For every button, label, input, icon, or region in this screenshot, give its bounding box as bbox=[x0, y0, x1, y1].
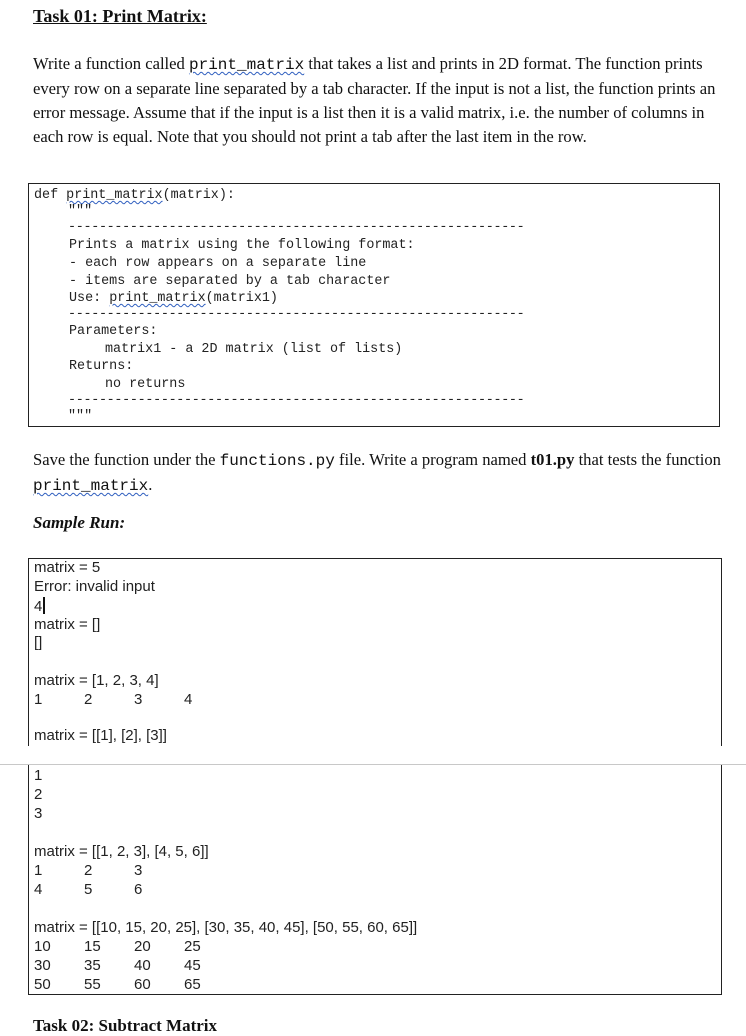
sample-run-box-top bbox=[28, 558, 722, 746]
run1-error: Error: invalid input bbox=[34, 578, 155, 595]
def-function-name: print_matrix bbox=[66, 188, 163, 203]
cell: 45 bbox=[184, 957, 201, 974]
save-filename: functions.py bbox=[219, 452, 335, 470]
text-cursor bbox=[43, 597, 45, 614]
run2-output: [] bbox=[34, 634, 43, 651]
run1-input: matrix = 5 bbox=[34, 559, 101, 576]
save-paragraph bbox=[33, 448, 723, 498]
docstring-rule: ----------------------------------------------------------- bbox=[68, 220, 525, 235]
cell: 10 bbox=[34, 938, 51, 955]
run6-output-row bbox=[34, 976, 334, 996]
run6-input: matrix = [[10, 15, 20, 25], [30, 35, 40, 45], [50, 55, 60, 65]] bbox=[34, 919, 418, 936]
returns-value: no returns bbox=[105, 377, 186, 392]
cell: 5 bbox=[84, 881, 93, 898]
run6-output-row bbox=[34, 938, 334, 958]
def-keyword: def bbox=[34, 188, 67, 203]
cell: 30 bbox=[34, 957, 51, 974]
cell: 1 bbox=[34, 691, 43, 708]
docstring-rule: ----------------------------------------------------------- bbox=[68, 393, 525, 408]
docstring-use bbox=[69, 290, 278, 308]
use-label: Use: bbox=[69, 291, 110, 306]
docstring-desc2: - each row appears on a separate line bbox=[69, 256, 367, 271]
intro-paragraph bbox=[33, 52, 723, 149]
docstring-rule: ----------------------------------------------------------- bbox=[68, 307, 525, 322]
save-post: that tests the function bbox=[574, 450, 721, 469]
def-signature: (matrix): bbox=[162, 188, 235, 203]
run4-input: matrix = [[1], [2], [3]] bbox=[34, 727, 167, 744]
run4-row3: 3 bbox=[34, 805, 43, 822]
cell: 3 bbox=[134, 691, 143, 708]
cell: 60 bbox=[134, 976, 151, 993]
cell: 3 bbox=[134, 862, 143, 879]
next-task-heading: Task 02: Subtract Matrix bbox=[33, 1016, 218, 1035]
cell: 2 bbox=[84, 862, 93, 879]
def-line bbox=[34, 187, 235, 205]
run6-output-row bbox=[34, 957, 334, 977]
save-period: . bbox=[148, 475, 153, 494]
cell: 25 bbox=[184, 938, 201, 955]
save-mid: file. Write a program named bbox=[334, 450, 531, 469]
run5-input: matrix = [[1, 2, 3], [4, 5, 6]] bbox=[34, 843, 209, 860]
intro-function-name: print_matrix bbox=[188, 56, 305, 74]
docstring-open: """ bbox=[68, 204, 93, 219]
run3-input: matrix = [1, 2, 3, 4] bbox=[34, 672, 159, 689]
cell: 50 bbox=[34, 976, 51, 993]
save-pre: Save the function under the bbox=[33, 450, 220, 469]
params-label: Parameters: bbox=[69, 324, 158, 339]
run4-row2: 2 bbox=[34, 786, 43, 803]
returns-label: Returns: bbox=[69, 359, 134, 374]
cell: 6 bbox=[134, 881, 143, 898]
cell: 1 bbox=[34, 862, 43, 879]
run5-output-row bbox=[34, 881, 334, 901]
docstring-close: """ bbox=[68, 409, 93, 424]
task-heading: Task 01: Print Matrix: bbox=[33, 6, 207, 26]
docstring-desc1: Prints a matrix using the following format: bbox=[69, 238, 415, 253]
docstring-desc3: - items are separated by a tab character bbox=[69, 274, 391, 289]
sample-run-heading: Sample Run: bbox=[33, 513, 126, 532]
run4-row1: 1 bbox=[34, 767, 43, 784]
cell: 4 bbox=[184, 691, 193, 708]
use-function-name: print_matrix bbox=[109, 291, 206, 306]
use-args: (matrix1) bbox=[205, 291, 278, 306]
run3-output-row bbox=[34, 691, 334, 711]
param-matrix1: matrix1 - a 2D matrix (list of lists) bbox=[105, 342, 403, 357]
run5-output-row bbox=[34, 862, 334, 882]
function-code-box bbox=[28, 183, 720, 427]
cell: 15 bbox=[84, 938, 101, 955]
cell: 40 bbox=[134, 957, 151, 974]
cursor-text: 4 bbox=[34, 598, 43, 615]
cell: 20 bbox=[134, 938, 151, 955]
save-program-name: t01.py bbox=[530, 450, 575, 469]
cell: 4 bbox=[34, 881, 43, 898]
cursor-line bbox=[34, 597, 45, 615]
intro-pre: Write a function called bbox=[33, 54, 189, 73]
sample-run-box-bottom bbox=[28, 765, 722, 995]
run2-input: matrix = [] bbox=[34, 616, 101, 633]
cell: 35 bbox=[84, 957, 101, 974]
cell: 2 bbox=[84, 691, 93, 708]
save-function-name: print_matrix bbox=[33, 477, 149, 495]
intro-post: that takes a list and prints in 2D format. The function prints every row on a separate line separated by a tab character. If the input is not a list, the function prints an error message. Assume that if the input is a list then it is a valid matrix, i.e. the number of columns in each row is equal. Note that you should not print a tab after the last item in the row. bbox=[33, 54, 716, 146]
cell: 65 bbox=[184, 976, 201, 993]
cell: 55 bbox=[84, 976, 101, 993]
